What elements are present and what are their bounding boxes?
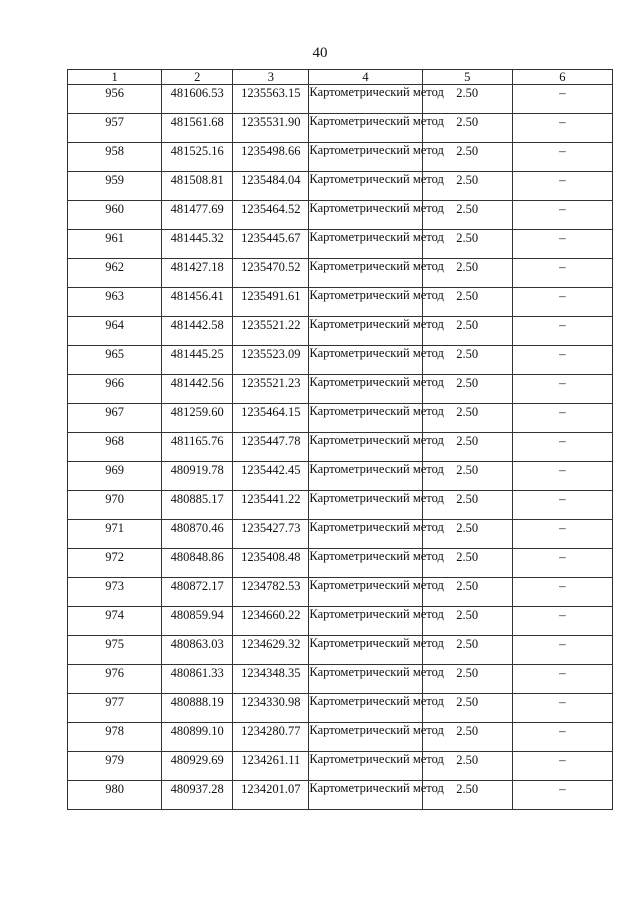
point-number-cell: 968 (68, 433, 162, 462)
point-number-cell: 973 (68, 578, 162, 607)
description-cell: – (512, 491, 612, 520)
y-coordinate-cell: 1234280.77 (233, 723, 309, 752)
y-coordinate-cell: 1235441.22 (233, 491, 309, 520)
table-header-row (68, 70, 613, 85)
method-cell: Картометрический метод (309, 259, 422, 288)
x-coordinate-cell: 480899.10 (162, 723, 233, 752)
accuracy-cell: 2.50 (422, 172, 512, 201)
point-number-cell: 970 (68, 491, 162, 520)
table-row (68, 433, 613, 462)
description-cell: – (512, 520, 612, 549)
y-coordinate-cell: 1235427.73 (233, 520, 309, 549)
y-coordinate-cell: 1235447.78 (233, 433, 309, 462)
table-row (68, 723, 613, 752)
point-number-cell: 956 (68, 85, 162, 114)
point-number-cell: 966 (68, 375, 162, 404)
table-row (68, 172, 613, 201)
accuracy-cell: 2.50 (422, 114, 512, 143)
point-number-cell: 960 (68, 201, 162, 230)
accuracy-cell: 2.50 (422, 549, 512, 578)
description-cell: – (512, 143, 612, 172)
x-coordinate-cell: 480929.69 (162, 752, 233, 781)
accuracy-cell: 2.50 (422, 781, 512, 810)
x-coordinate-cell: 480848.86 (162, 549, 233, 578)
y-coordinate-cell: 1235521.23 (233, 375, 309, 404)
point-number-cell: 978 (68, 723, 162, 752)
method-cell: Картометрический метод (309, 462, 422, 491)
y-coordinate-cell: 1235445.67 (233, 230, 309, 259)
method-cell: Картометрический метод (309, 288, 422, 317)
table-row (68, 549, 613, 578)
accuracy-cell: 2.50 (422, 201, 512, 230)
accuracy-cell: 2.50 (422, 346, 512, 375)
method-cell: Картометрический метод (309, 404, 422, 433)
x-coordinate-cell: 481442.56 (162, 375, 233, 404)
point-number-cell: 976 (68, 665, 162, 694)
y-coordinate-cell: 1235464.52 (233, 201, 309, 230)
column-header-1: 1 (68, 70, 162, 85)
accuracy-cell: 2.50 (422, 288, 512, 317)
y-coordinate-cell: 1235470.52 (233, 259, 309, 288)
x-coordinate-cell: 480861.33 (162, 665, 233, 694)
y-coordinate-cell: 1235442.45 (233, 462, 309, 491)
x-coordinate-cell: 480885.17 (162, 491, 233, 520)
table-row (68, 520, 613, 549)
accuracy-cell: 2.50 (422, 520, 512, 549)
y-coordinate-cell: 1234629.32 (233, 636, 309, 665)
description-cell: – (512, 85, 612, 114)
table-row (68, 375, 613, 404)
y-coordinate-cell: 1235531.90 (233, 114, 309, 143)
x-coordinate-cell: 480859.94 (162, 607, 233, 636)
accuracy-cell: 2.50 (422, 694, 512, 723)
table-row (68, 781, 613, 810)
column-header-6: 6 (512, 70, 612, 85)
method-cell: Картометрический метод (309, 607, 422, 636)
description-cell: – (512, 433, 612, 462)
table-row (68, 201, 613, 230)
method-cell: Картометрический метод (309, 114, 422, 143)
description-cell: – (512, 230, 612, 259)
y-coordinate-cell: 1234261.11 (233, 752, 309, 781)
page-number: 40 (312, 45, 328, 61)
x-coordinate-cell: 481442.58 (162, 317, 233, 346)
table-row (68, 317, 613, 346)
table-body (68, 85, 613, 810)
point-number-cell: 957 (68, 114, 162, 143)
description-cell: – (512, 462, 612, 491)
table-row (68, 578, 613, 607)
accuracy-cell: 2.50 (422, 723, 512, 752)
method-cell: Картометрический метод (309, 201, 422, 230)
x-coordinate-cell: 481445.32 (162, 230, 233, 259)
x-coordinate-cell: 481427.18 (162, 259, 233, 288)
description-cell: – (512, 549, 612, 578)
column-header-5: 5 (422, 70, 512, 85)
accuracy-cell: 2.50 (422, 85, 512, 114)
x-coordinate-cell: 480888.19 (162, 694, 233, 723)
table-row (68, 752, 613, 781)
point-number-cell: 969 (68, 462, 162, 491)
point-number-cell: 980 (68, 781, 162, 810)
point-number-cell: 963 (68, 288, 162, 317)
description-cell: – (512, 607, 612, 636)
y-coordinate-cell: 1234330.98 (233, 694, 309, 723)
y-coordinate-cell: 1235523.09 (233, 346, 309, 375)
method-cell: Картометрический метод (309, 781, 422, 810)
accuracy-cell: 2.50 (422, 462, 512, 491)
method-cell: Картометрический метод (309, 230, 422, 259)
accuracy-cell: 2.50 (422, 143, 512, 172)
description-cell: – (512, 346, 612, 375)
method-cell: Картометрический метод (309, 85, 422, 114)
x-coordinate-cell: 481477.69 (162, 201, 233, 230)
method-cell: Картометрический метод (309, 752, 422, 781)
point-number-cell: 971 (68, 520, 162, 549)
table-row (68, 143, 613, 172)
x-coordinate-cell: 481561.68 (162, 114, 233, 143)
description-cell: – (512, 781, 612, 810)
x-coordinate-cell: 480919.78 (162, 462, 233, 491)
table-row (68, 636, 613, 665)
table-row (68, 85, 613, 114)
coordinates-table (67, 69, 613, 810)
point-number-cell: 959 (68, 172, 162, 201)
description-cell: – (512, 636, 612, 665)
column-header-4: 4 (309, 70, 422, 85)
y-coordinate-cell: 1235563.15 (233, 85, 309, 114)
method-cell: Картометрический метод (309, 578, 422, 607)
point-number-cell: 965 (68, 346, 162, 375)
description-cell: – (512, 172, 612, 201)
accuracy-cell: 2.50 (422, 578, 512, 607)
column-header-3: 3 (233, 70, 309, 85)
x-coordinate-cell: 481606.53 (162, 85, 233, 114)
table-row (68, 491, 613, 520)
accuracy-cell: 2.50 (422, 259, 512, 288)
point-number-cell: 967 (68, 404, 162, 433)
point-number-cell: 979 (68, 752, 162, 781)
accuracy-cell: 2.50 (422, 491, 512, 520)
x-coordinate-cell: 481456.41 (162, 288, 233, 317)
table-row (68, 114, 613, 143)
description-cell: – (512, 317, 612, 346)
point-number-cell: 961 (68, 230, 162, 259)
method-cell: Картометрический метод (309, 549, 422, 578)
x-coordinate-cell: 481525.16 (162, 143, 233, 172)
description-cell: – (512, 114, 612, 143)
point-number-cell: 975 (68, 636, 162, 665)
accuracy-cell: 2.50 (422, 752, 512, 781)
table-row (68, 694, 613, 723)
x-coordinate-cell: 481445.25 (162, 346, 233, 375)
y-coordinate-cell: 1234201.07 (233, 781, 309, 810)
accuracy-cell: 2.50 (422, 636, 512, 665)
table-row (68, 665, 613, 694)
description-cell: – (512, 288, 612, 317)
description-cell: – (512, 723, 612, 752)
point-number-cell: 964 (68, 317, 162, 346)
method-cell: Картометрический метод (309, 143, 422, 172)
method-cell: Картометрический метод (309, 491, 422, 520)
x-coordinate-cell: 481165.76 (162, 433, 233, 462)
y-coordinate-cell: 1234660.22 (233, 607, 309, 636)
table-row (68, 607, 613, 636)
table-row (68, 462, 613, 491)
table-row (68, 230, 613, 259)
method-cell: Картометрический метод (309, 375, 422, 404)
method-cell: Картометрический метод (309, 665, 422, 694)
y-coordinate-cell: 1235484.04 (233, 172, 309, 201)
method-cell: Картометрический метод (309, 723, 422, 752)
description-cell: – (512, 578, 612, 607)
accuracy-cell: 2.50 (422, 433, 512, 462)
method-cell: Картометрический метод (309, 317, 422, 346)
y-coordinate-cell: 1234348.35 (233, 665, 309, 694)
description-cell: – (512, 694, 612, 723)
method-cell: Картометрический метод (309, 694, 422, 723)
table-row (68, 259, 613, 288)
table-row (68, 346, 613, 375)
y-coordinate-cell: 1235408.48 (233, 549, 309, 578)
x-coordinate-cell: 481259.60 (162, 404, 233, 433)
y-coordinate-cell: 1235464.15 (233, 404, 309, 433)
method-cell: Картометрический метод (309, 433, 422, 462)
point-number-cell: 974 (68, 607, 162, 636)
accuracy-cell: 2.50 (422, 230, 512, 259)
y-coordinate-cell: 1235521.22 (233, 317, 309, 346)
accuracy-cell: 2.50 (422, 375, 512, 404)
table-row (68, 288, 613, 317)
x-coordinate-cell: 480937.28 (162, 781, 233, 810)
point-number-cell: 958 (68, 143, 162, 172)
point-number-cell: 977 (68, 694, 162, 723)
x-coordinate-cell: 480870.46 (162, 520, 233, 549)
x-coordinate-cell: 480863.03 (162, 636, 233, 665)
method-cell: Картометрический метод (309, 172, 422, 201)
description-cell: – (512, 201, 612, 230)
description-cell: – (512, 752, 612, 781)
method-cell: Картометрический метод (309, 636, 422, 665)
accuracy-cell: 2.50 (422, 404, 512, 433)
description-cell: – (512, 665, 612, 694)
table-row (68, 404, 613, 433)
y-coordinate-cell: 1235491.61 (233, 288, 309, 317)
method-cell: Картометрический метод (309, 346, 422, 375)
description-cell: – (512, 259, 612, 288)
y-coordinate-cell: 1235498.66 (233, 143, 309, 172)
point-number-cell: 972 (68, 549, 162, 578)
method-cell: Картометрический метод (309, 520, 422, 549)
x-coordinate-cell: 481508.81 (162, 172, 233, 201)
accuracy-cell: 2.50 (422, 607, 512, 636)
description-cell: – (512, 404, 612, 433)
description-cell: – (512, 375, 612, 404)
accuracy-cell: 2.50 (422, 317, 512, 346)
accuracy-cell: 2.50 (422, 665, 512, 694)
point-number-cell: 962 (68, 259, 162, 288)
y-coordinate-cell: 1234782.53 (233, 578, 309, 607)
column-header-2: 2 (162, 70, 233, 85)
x-coordinate-cell: 480872.17 (162, 578, 233, 607)
